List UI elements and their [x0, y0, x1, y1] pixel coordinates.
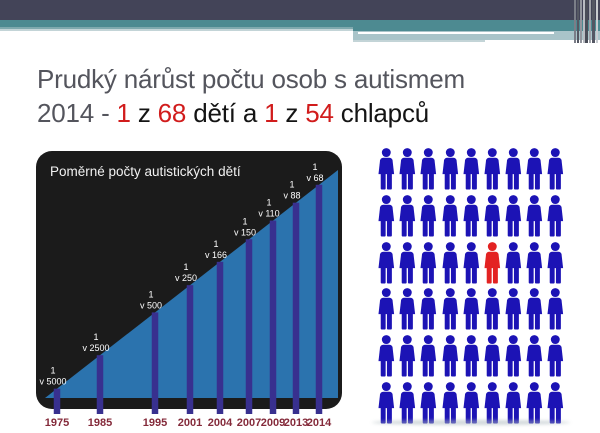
bar-2007	[246, 239, 253, 414]
person-icon	[397, 288, 418, 335]
title-text-segment: dětí a	[186, 98, 265, 128]
bar-label-numerator-2013: 1	[289, 179, 295, 190]
title-text-segment: z	[278, 98, 306, 128]
bar-label-numerator-2014: 1	[312, 161, 318, 172]
year-label-1975: 1975	[44, 417, 70, 429]
person-icon	[481, 148, 502, 195]
bar-label-numerator-2004: 1	[213, 238, 219, 249]
bar-label-denominator-1975: v 5000	[39, 376, 67, 387]
banner-right-teal-block	[353, 26, 600, 31]
banner-dark-bar	[0, 0, 600, 20]
bar-label-denominator-2007: v 150	[233, 227, 257, 238]
person-icon	[376, 148, 397, 195]
person-icon	[503, 335, 524, 382]
person-icon	[439, 335, 460, 382]
person-icon	[524, 148, 545, 195]
bar-2009	[270, 221, 277, 414]
bar-label-denominator-2009: v 110	[258, 208, 280, 219]
people-pictogram-grid	[376, 148, 566, 429]
year-label-2007: 2007	[236, 417, 262, 429]
bar-1975	[54, 389, 61, 414]
bar-label-numerator-1985: 1	[93, 332, 99, 343]
person-icon	[503, 242, 524, 289]
person-icon	[460, 195, 481, 242]
slide-title	[37, 62, 465, 130]
title-text-segment: z	[130, 98, 158, 128]
bar-2004	[217, 262, 224, 414]
person-icon	[460, 148, 481, 195]
person-icon	[545, 288, 566, 335]
bar-2014	[316, 185, 323, 414]
person-icon	[418, 148, 439, 195]
person-icon	[418, 288, 439, 335]
bar-2001	[187, 285, 194, 414]
person-icon-highlighted	[481, 242, 502, 289]
title-text-segment: chlapců	[333, 98, 430, 128]
person-icon	[460, 288, 481, 335]
person-icon	[397, 148, 418, 195]
person-icon	[376, 288, 397, 335]
year-label-1985: 1985	[87, 417, 113, 429]
chart-title: Poměrné počty autistických dětí	[50, 164, 241, 179]
bar-label-numerator-1995: 1	[148, 289, 154, 300]
bar-1985	[97, 355, 104, 414]
bar-label-numerator-1975: 1	[50, 365, 56, 376]
person-icon	[376, 195, 397, 242]
pictogram-shadow	[372, 420, 570, 425]
bar-2013	[293, 203, 300, 414]
bar-label-denominator-2001: v 250	[174, 273, 198, 284]
person-icon	[524, 195, 545, 242]
person-icon	[418, 195, 439, 242]
title-number-highlight: 54	[305, 98, 334, 128]
person-icon	[397, 195, 418, 242]
bar-label-denominator-1985: v 2500	[82, 343, 110, 354]
person-icon	[397, 242, 418, 289]
bar-1995	[152, 312, 159, 414]
person-icon	[481, 195, 502, 242]
person-icon	[418, 242, 439, 289]
person-icon	[460, 242, 481, 289]
year-label-2004: 2004	[207, 417, 233, 429]
person-icon	[503, 148, 524, 195]
person-icon	[418, 335, 439, 382]
year-label-2014: 2014	[306, 417, 332, 429]
person-icon	[545, 148, 566, 195]
person-icon	[545, 195, 566, 242]
title-number-highlight: 1	[116, 98, 131, 128]
person-icon	[545, 335, 566, 382]
person-icon	[481, 288, 502, 335]
banner-white-stripe	[358, 32, 554, 35]
person-icon	[439, 288, 460, 335]
person-icon	[481, 335, 502, 382]
bar-label-numerator-2007: 1	[242, 216, 248, 227]
bar-label-denominator-2013: v 88	[283, 190, 301, 201]
title-number-highlight: 1	[264, 98, 279, 128]
corner-stripes-decoration	[574, 0, 600, 43]
slide-title-line1: Prudký nárůst počtu osob s autismem	[37, 64, 465, 94]
year-label-2001: 2001	[177, 417, 203, 429]
year-label-2013: 2013	[283, 417, 309, 429]
slide-title-line2	[37, 96, 465, 130]
person-icon	[524, 335, 545, 382]
person-icon	[439, 148, 460, 195]
person-icon	[397, 335, 418, 382]
person-icon	[376, 335, 397, 382]
person-icon	[545, 242, 566, 289]
person-icon	[439, 195, 460, 242]
person-icon	[524, 288, 545, 335]
title-text-segment: 2014 -	[37, 98, 117, 128]
person-icon	[376, 242, 397, 289]
autism-ratio-chart	[25, 145, 345, 433]
year-label-2009: 2009	[260, 417, 286, 429]
bar-label-denominator-2014: v 68	[306, 172, 324, 183]
person-icon	[503, 195, 524, 242]
banner-right-step	[353, 40, 485, 42]
person-icon	[524, 242, 545, 289]
year-label-1995: 1995	[142, 417, 168, 429]
person-icon	[439, 242, 460, 289]
bar-label-numerator-2001: 1	[183, 262, 189, 273]
bar-label-numerator-2009: 1	[266, 197, 272, 208]
title-number-highlight: 68	[157, 98, 187, 128]
person-icon	[503, 288, 524, 335]
person-icon	[460, 335, 481, 382]
bar-label-denominator-1995: v 500	[139, 300, 163, 311]
bar-label-denominator-2004: v 166	[204, 249, 228, 260]
